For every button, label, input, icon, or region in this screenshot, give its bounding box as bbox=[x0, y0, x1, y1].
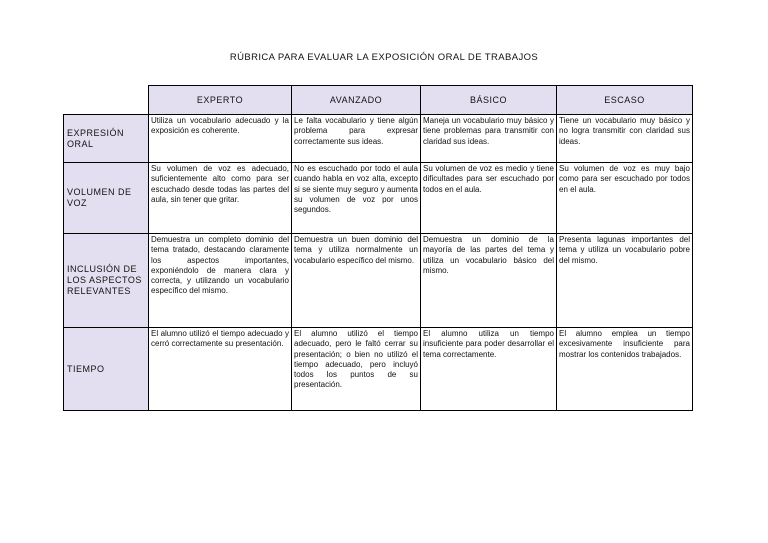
rubric-table bbox=[63, 85, 693, 411]
page-title: RÚBRICA PARA EVALUAR LA EXPOSICIÓN ORAL DE TRABAJOS bbox=[229, 52, 539, 63]
header-row bbox=[64, 86, 693, 115]
table-cell: El alumno emplea un tiempo excesivamente insuficiente para mostrar los contenidos trabajados. bbox=[557, 328, 693, 411]
corner-cell bbox=[64, 86, 149, 115]
table-cell: El alumno utiliza un tiempo insuficiente para poder desarrollar el tema correctamente. bbox=[421, 328, 557, 411]
column-header-experto: EXPERTO bbox=[149, 86, 292, 115]
table-row bbox=[64, 163, 693, 234]
table-cell: No es escuchado por todo el aula cuando habla en voz alta, excepto si se siente muy seguro y aumenta su volumen de voz por unos segundos. bbox=[292, 163, 421, 234]
column-header-basico: BÁSICO bbox=[421, 86, 557, 115]
table-cell: Maneja un vocabulario muy básico y tiene problemas para transmitir con claridad sus ideas. bbox=[421, 115, 557, 163]
row-label-tiempo: TIEMPO bbox=[64, 328, 149, 411]
table-cell: Demuestra un dominio de la mayoría de las partes del tema y utiliza un vocabulario básico del mismo. bbox=[421, 234, 557, 328]
table-row bbox=[64, 115, 693, 163]
table-cell: Le falta vocabulario y tiene algún problema para expresar correctamente sus ideas. bbox=[292, 115, 421, 163]
table-cell: Presenta lagunas importantes del tema y utiliza un vocabulario pobre del mismo. bbox=[557, 234, 693, 328]
table-cell: El alumno utilizó el tiempo adecuado, pero le faltó cerrar su presentación; o bien no utilizó el tiempo adecuado, pero incluyó todos los puntos de su presentación. bbox=[292, 328, 421, 411]
table-cell: Utiliza un vocabulario adecuado y la exposición es coherente. bbox=[149, 115, 292, 163]
table-row bbox=[64, 234, 693, 328]
table-cell: Demuestra un buen dominio del tema y utiliza normalmente un vocabulario específico del mismo. bbox=[292, 234, 421, 328]
row-label-inclusion-aspectos: INCLUSIÓN DE LOS ASPECTOS RELEVANTES bbox=[64, 234, 149, 328]
table-cell: Tiene un vocabulario muy básico y no logra transmitir con claridad sus ideas. bbox=[557, 115, 693, 163]
row-label-expresion-oral: EXPRESIÓN ORAL bbox=[64, 115, 149, 163]
column-header-escaso: ESCASO bbox=[557, 86, 693, 115]
table-cell: El alumno utilizó el tiempo adecuado y cerró correctamente su presentación. bbox=[149, 328, 292, 411]
table-cell: Su volumen de voz es adecuado, suficientemente alto como para ser escuchado desde todas las partes del aula, sin tener que gritar. bbox=[149, 163, 292, 234]
table-cell: Su volumen de voz es muy bajo como para ser escuchado por todos en el aula. bbox=[557, 163, 693, 234]
table-cell: Demuestra un completo dominio del tema tratado, destacando claramente los aspectos importantes, exponiéndolo de manera clara y correcta, y utilizando un vocabulario específico del mismo. bbox=[149, 234, 292, 328]
table-row bbox=[64, 328, 693, 411]
column-header-avanzado: AVANZADO bbox=[292, 86, 421, 115]
table-cell: Su volumen de voz es medio y tiene dificultades para ser escuchado por todos en el aula. bbox=[421, 163, 557, 234]
row-label-volumen-de-voz: VOLUMEN DE VOZ bbox=[64, 163, 149, 234]
